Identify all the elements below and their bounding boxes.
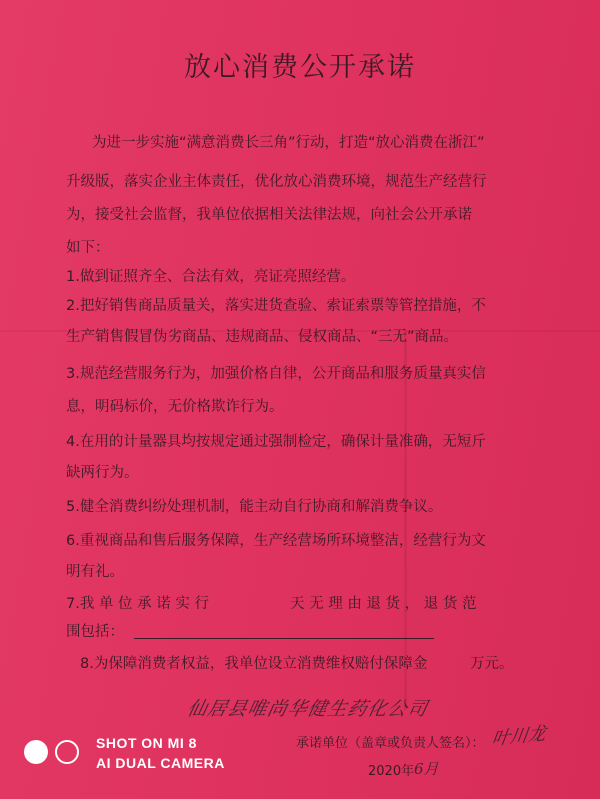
date-year: 2020年: [368, 764, 415, 779]
return-scope-blank-line: [134, 638, 434, 639]
handwritten-person-signature: 叶川龙: [490, 722, 548, 751]
item-8-line-1b: 万元。: [470, 656, 514, 672]
item-6-line-1: 6.重视商品和售后服务保障，生产经营场所环境整洁，经营行为文: [66, 533, 486, 549]
signature-label: 承诺单位（盖章或负责人签名）：: [296, 736, 485, 751]
date-month-handwritten: 6月: [414, 760, 439, 778]
item-7-line-2: 围包括：: [66, 624, 124, 640]
intro-line-2: 升级版，落实企业主体责任，优化放心消费环境，规范生产经营行: [66, 174, 487, 190]
item-2-line-2: 生产销售假冒伪劣商品、违规商品、侵权商品、“三无”商品。: [66, 329, 459, 345]
camera-watermark-dot-ring: [55, 740, 79, 764]
camera-watermark-line-1: SHOT ON MI 8: [96, 735, 197, 751]
item-3-line-1: 3.规范经营服务行为，加强价格自律，公开商品和服务质量真实信: [66, 366, 486, 382]
paper-crease-vertical: [404, 330, 407, 710]
item-2-line-1: 2.把好销售商品质量关，落实进货查验、索证索票等管控措施，不: [66, 298, 486, 314]
intro-line-1: 为进一步实施“满意消费长三角”行动，打造“放心消费在浙江”: [92, 135, 485, 151]
item-7-line-1b: 天 无 理 由 退 货 ， 退 货 范: [290, 596, 477, 612]
item-8-line-1a: 8.为保障消费者权益，我单位设立消费维权赔付保障金: [80, 656, 428, 672]
document-title: 放心消费公开承诺: [184, 52, 416, 83]
camera-watermark-dot-filled: [24, 740, 48, 764]
item-5-line-1: 5.健全消费纠纷处理机制，能主动自行协商和解消费争议。: [66, 499, 443, 515]
item-7-line-1a: 7.我 单 位 承 诺 实 行: [66, 596, 209, 612]
intro-line-3: 为，接受社会监督，我单位依据相关法律法规，向社会公开承诺: [66, 207, 472, 223]
item-1-line-1: 1.做到证照齐全、合法有效，亮证亮照经营。: [66, 269, 356, 285]
item-3-line-2: 息，明码标价，无价格欺诈行为。: [66, 399, 284, 415]
camera-watermark-line-2: AI DUAL CAMERA: [96, 755, 225, 771]
item-4-line-1: 4.在用的计量器具均按规定通过强制检定，确保计量准确，无短斤: [66, 434, 486, 450]
item-4-line-2: 缺两行为。: [66, 465, 139, 481]
handwritten-company-signature: 仙居县唯尚华健生药化公司: [185, 698, 431, 720]
intro-line-4: 如下：: [66, 240, 110, 256]
item-6-line-2: 明有礼。: [66, 564, 124, 580]
